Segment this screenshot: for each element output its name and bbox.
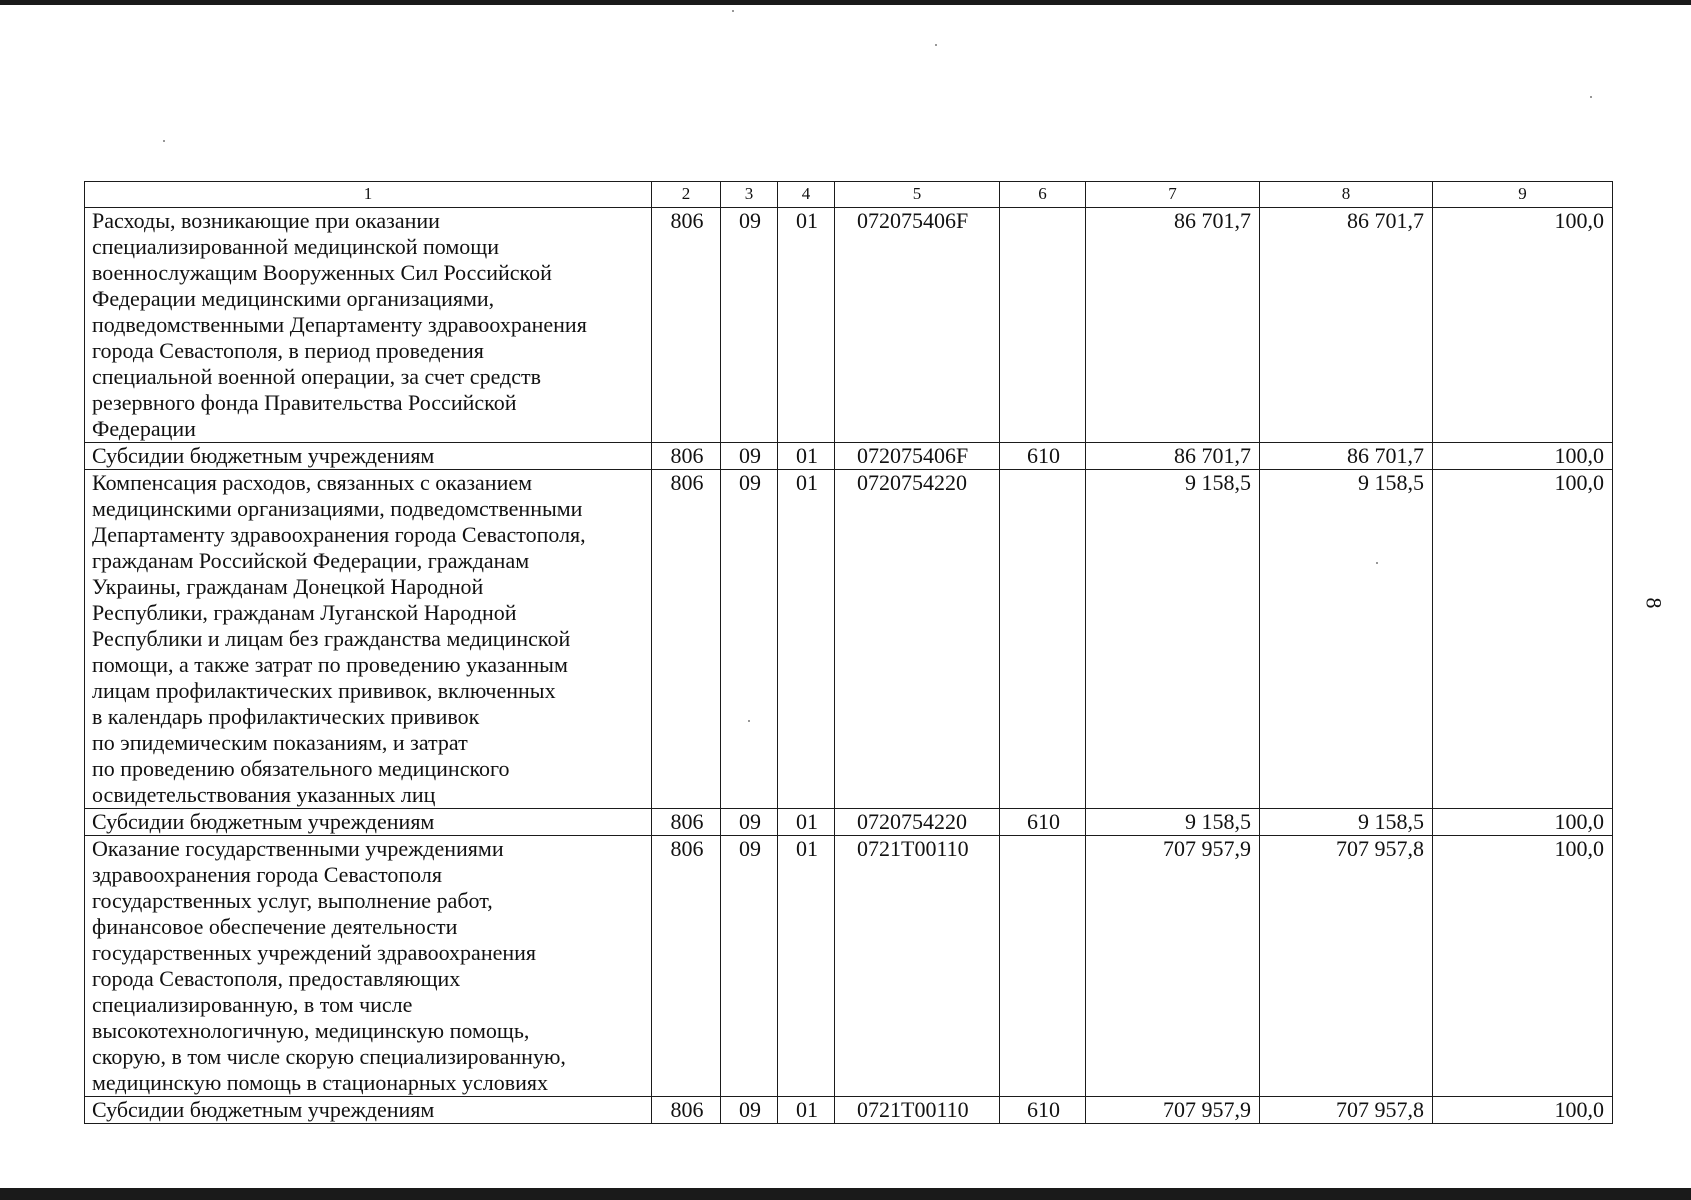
cell-expense-type: 610 (1000, 809, 1086, 836)
cell-subsection: 01 (778, 836, 835, 1097)
cell-description: Субсидии бюджетным учреждениям (85, 809, 652, 836)
cell-plan-amount: 9 158,5 (1086, 470, 1260, 809)
cell-section: 09 (721, 836, 778, 1097)
cell-section: 09 (721, 470, 778, 809)
table-row (85, 809, 1613, 836)
cell-admin-code: 806 (652, 809, 721, 836)
header-cell: 4 (778, 182, 835, 208)
header-cell: 5 (835, 182, 1000, 208)
cell-percent: 100,0 (1433, 1097, 1613, 1124)
cell-plan-amount: 86 701,7 (1086, 443, 1260, 470)
cell-plan-amount: 9 158,5 (1086, 809, 1260, 836)
cell-percent: 100,0 (1433, 443, 1613, 470)
cell-actual-amount: 9 158,5 (1260, 809, 1433, 836)
table-row (85, 443, 1613, 470)
cell-description: Субсидии бюджетным учреждениям (85, 1097, 652, 1124)
cell-expense-type (1000, 836, 1086, 1097)
scan-speck (163, 140, 165, 142)
cell-actual-amount: 9 158,5 (1260, 470, 1433, 809)
cell-section: 09 (721, 1097, 778, 1124)
cell-percent: 100,0 (1433, 208, 1613, 443)
scan-speck (732, 10, 734, 12)
cell-target-article: 0720754220 (835, 470, 1000, 809)
cell-description: Оказание государственными учреждениями здравоохранения города Севастополя государственных услуг, выполнение работ, финансовое обеспечение деятельности государственных учреждений здравоохранения города Севастополя, предоставляющих специализированную, в том числе высокотехнологичную, медицинскую помощь, скорую, в том числе скорую специализированную, медицинскую помощь в стационарных условиях (85, 836, 652, 1097)
table-row (85, 836, 1613, 1097)
cell-subsection: 01 (778, 809, 835, 836)
budget-table (84, 181, 1613, 1124)
header-cell: 6 (1000, 182, 1086, 208)
cell-target-article: 0721T00110 (835, 836, 1000, 1097)
cell-admin-code: 806 (652, 208, 721, 443)
cell-description: Расходы, возникающие при оказании специализированной медицинской помощи военнослужащим Вооруженных Сил Российской Федерации медицинскими организациями, подведомственными Департаменту здравоохранения города Севастополя, в период проведения специальной военной операции, за счет средств резервного фонда Правительства Российской Федерации (85, 208, 652, 443)
cell-target-article: 0720754220 (835, 809, 1000, 836)
header-cell: 1 (85, 182, 652, 208)
header-cell: 8 (1260, 182, 1433, 208)
cell-admin-code: 806 (652, 443, 721, 470)
cell-actual-amount: 86 701,7 (1260, 208, 1433, 443)
cell-actual-amount: 86 701,7 (1260, 443, 1433, 470)
table-header-row (85, 182, 1613, 208)
cell-description: Субсидии бюджетным учреждениям (85, 443, 652, 470)
cell-section: 09 (721, 208, 778, 443)
scan-edge-top (0, 0, 1691, 5)
cell-expense-type: 610 (1000, 1097, 1086, 1124)
table-row (85, 208, 1613, 443)
header-cell: 2 (652, 182, 721, 208)
cell-description: Компенсация расходов, связанных с оказанием медицинскими организациями, подведомственными Департаменту здравоохранения города Севастополя, гражданам Российской Федерации, гражданам Украины, гражданам Донецкой Народной Республики, гражданам Луганской Народной Республики и лицам без гражданства медицинской помощи, а также затрат по проведению указанным лицам профилактических прививок, включенных в календарь профилактических прививок по эпидемическим показаниям, и затрат по проведению обязательного медицинского освидетельствования указанных лиц (85, 470, 652, 809)
header-cell: 7 (1086, 182, 1260, 208)
scan-speck (935, 44, 937, 46)
cell-expense-type (1000, 470, 1086, 809)
scan-speck (1376, 562, 1378, 564)
table-row (85, 470, 1613, 809)
cell-subsection: 01 (778, 1097, 835, 1124)
cell-actual-amount: 707 957,8 (1260, 1097, 1433, 1124)
cell-actual-amount: 707 957,8 (1260, 836, 1433, 1097)
cell-section: 09 (721, 809, 778, 836)
cell-percent: 100,0 (1433, 836, 1613, 1097)
cell-subsection: 01 (778, 208, 835, 443)
cell-plan-amount: 707 957,9 (1086, 1097, 1260, 1124)
cell-plan-amount: 707 957,9 (1086, 836, 1260, 1097)
cell-expense-type: 610 (1000, 443, 1086, 470)
cell-expense-type (1000, 208, 1086, 443)
header-cell: 9 (1433, 182, 1613, 208)
scan-speck (1590, 96, 1592, 98)
cell-subsection: 01 (778, 443, 835, 470)
cell-admin-code: 806 (652, 470, 721, 809)
page-number: 8 (1641, 597, 1667, 609)
cell-subsection: 01 (778, 470, 835, 809)
cell-admin-code: 806 (652, 1097, 721, 1124)
cell-target-article: 0721T00110 (835, 1097, 1000, 1124)
scan-speck (748, 720, 750, 722)
scan-edge-bottom (0, 1188, 1691, 1200)
cell-percent: 100,0 (1433, 470, 1613, 809)
cell-target-article: 072075406F (835, 443, 1000, 470)
cell-section: 09 (721, 443, 778, 470)
cell-plan-amount: 86 701,7 (1086, 208, 1260, 443)
header-cell: 3 (721, 182, 778, 208)
table-row (85, 1097, 1613, 1124)
cell-admin-code: 806 (652, 836, 721, 1097)
cell-target-article: 072075406F (835, 208, 1000, 443)
cell-percent: 100,0 (1433, 809, 1613, 836)
